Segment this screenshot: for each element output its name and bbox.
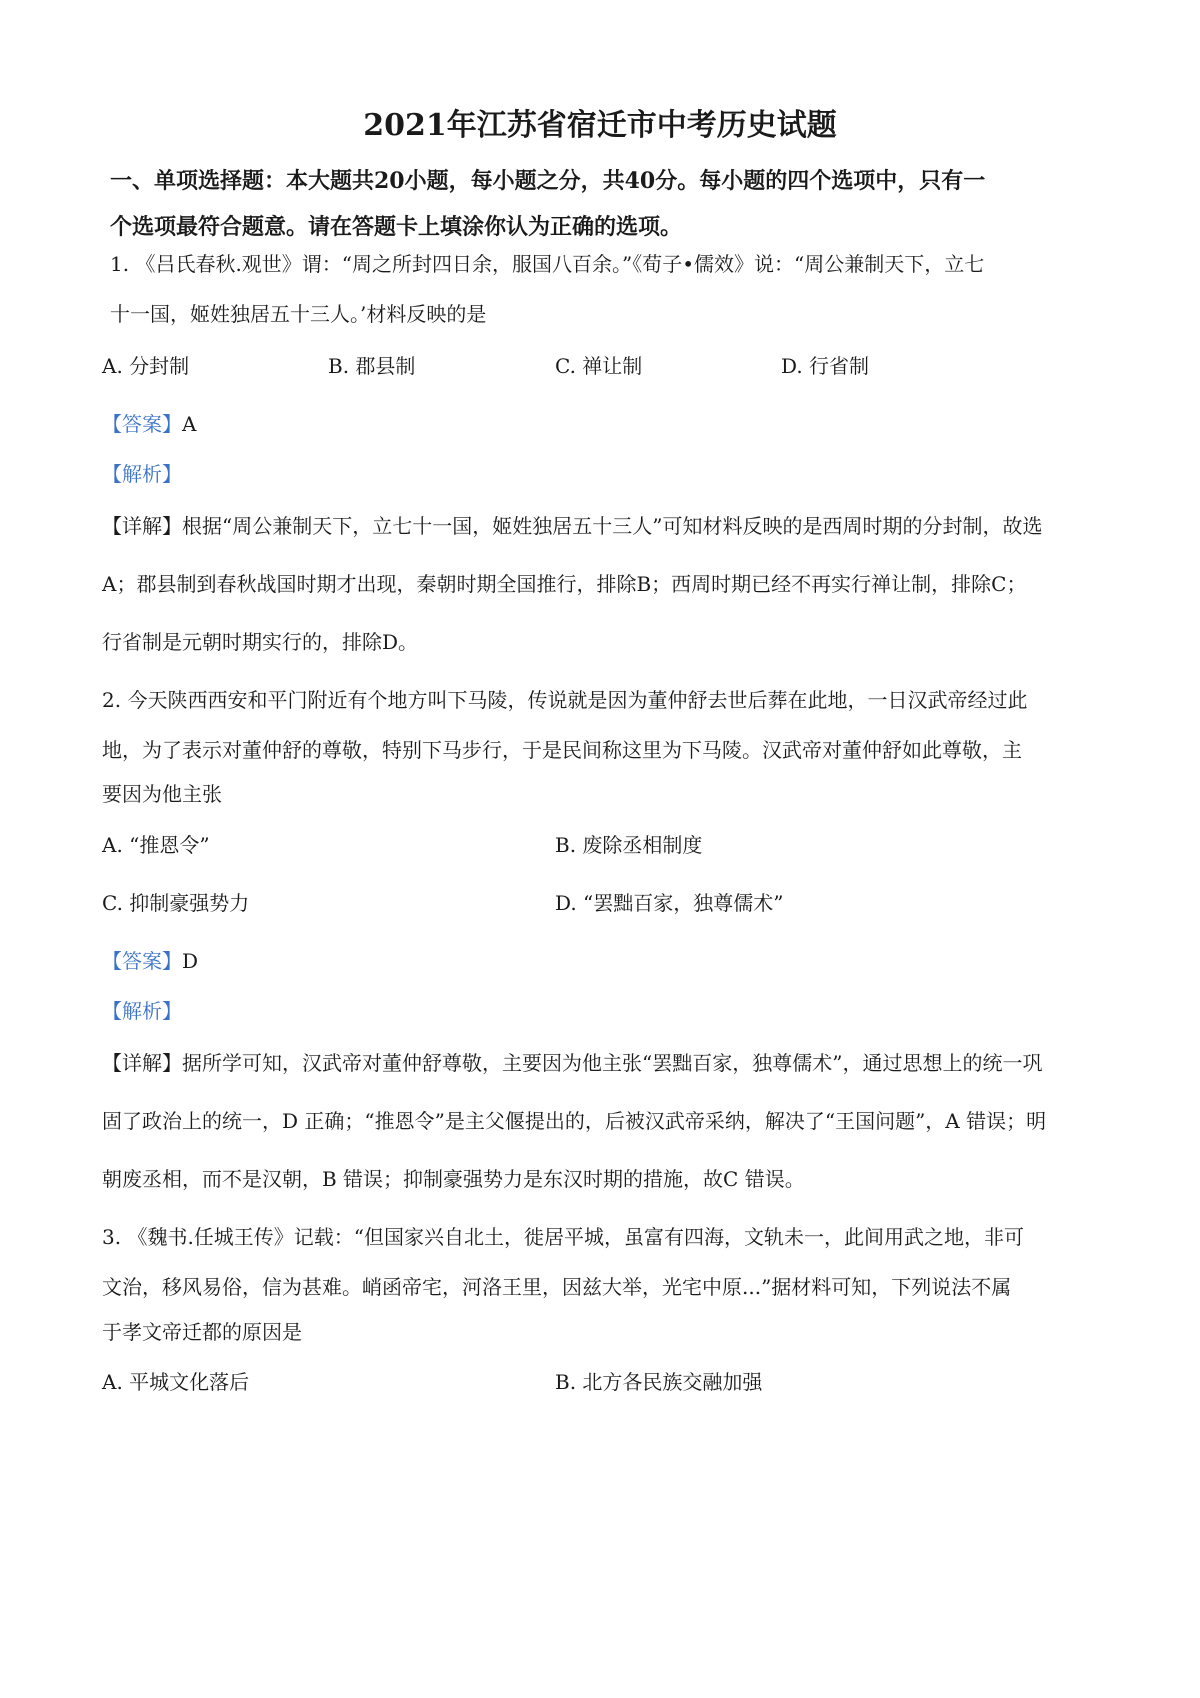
section-heading-line-2: 个选项最符合题意。请在答题卡上填涂你认为正确的选项。 <box>110 214 683 240</box>
section-heading <box>110 158 1100 250</box>
section-heading-line-1: 一、单项选择题：本大题共20小题，每小题之分，共40分。每小题的四个选项中，只有一 <box>110 168 986 194</box>
q2-stem-line-3: 要因为他主张 <box>102 782 222 806</box>
q2-answer <box>102 945 1102 974</box>
q2-option-d: D. “罢黜百家，独尊儒术” <box>555 891 784 915</box>
q1-answer-value: A <box>182 412 197 436</box>
q1-analysis-tag: 【解析】 <box>102 462 182 486</box>
q1-answer <box>102 408 1102 437</box>
q1-option-b: B. 郡县制 <box>328 354 416 378</box>
q1-option-a: A. 分封制 <box>102 354 190 378</box>
q2-option-a: A. “推恩令” <box>102 833 210 857</box>
q3-stem-line-1: 3. 《魏书.任城王传》记载：“但国家兴自北土，徙居平城，虽富有四海，文轨未一，此间用武之地，非可 <box>102 1225 1025 1249</box>
q2-detail-line-2: 固了政治上的统一，D 正确；“推恩令”是主父偃提出的，后被汉武帝采纳，解决了“王国问题”，A 错误；明 <box>102 1109 1047 1133</box>
q3-option-a: A. 平城文化落后 <box>102 1370 250 1394</box>
q2-analysis-tag: 【解析】 <box>102 999 182 1023</box>
q1-stem-line-2: 十一国，姬姓独居五十三人。’材料反映的是 <box>110 302 487 326</box>
q2-option-c: C. 抑制豪强势力 <box>102 891 250 915</box>
q1-detail-line-3: 行省制是元朝时期实行的，排除D。 <box>102 630 419 654</box>
q1-detail-line-1: 【详解】根据“周公兼制天下，立七十一国，姬姓独居五十三人”可知材料反映的是西周时期的分封制，故选 <box>102 514 1043 538</box>
q1-answer-tag: 【答案】 <box>102 412 182 436</box>
q2-detail-line-3: 朝废丞相，而不是汉朝，B 错误；抑制豪强势力是东汉时期的措施，故C 错误。 <box>102 1167 805 1191</box>
q2-detail-line-1: 【详解】据所学可知，汉武帝对董仲舒尊敬，主要因为他主张“罢黜百家，独尊儒术”，通过思想上的统一巩 <box>102 1051 1043 1075</box>
q1-detail-line-2: A；郡县制到春秋战国时期才出现，秦朝时期全国推行，排除B；西周时期已经不再实行禅让制，排除C； <box>102 572 1027 596</box>
q1-option-c: C. 禅让制 <box>555 354 643 378</box>
q3-option-b: B. 北方各民族交融加强 <box>555 1370 763 1394</box>
page-title: 2021年江苏省宿迁市中考历史试题 <box>363 108 837 143</box>
q1-stem-line-1: 1. 《吕氏春秋.观世》谓：“周之所封四日余，服国八百余。”《荀子•儒效》说：“周公兼制天下，立七 <box>110 252 985 276</box>
q1-option-d: D. 行省制 <box>781 354 870 378</box>
q2-stem-line-1: 2. 今天陕西西安和平门附近有个地方叫下马陵，传说就是因为董仲舒去世后葬在此地，一日汉武帝经过此 <box>102 688 1028 712</box>
q2-answer-value: D <box>182 949 199 973</box>
q2-answer-tag: 【答案】 <box>102 949 182 973</box>
q2-option-b: B. 废除丞相制度 <box>555 833 703 857</box>
q3-stem-line-2: 文治，移风易俗，信为甚难。峭函帝宅，河洛王里，因兹大举，光宅中原...”据材料可知，下列说法不属 <box>102 1275 1012 1299</box>
q2-stem-line-2: 地，为了表示对董仲舒的尊敬，特别下马步行，于是民间称这里为下马陵。汉武帝对董仲舒如此尊敬，主 <box>102 738 1022 762</box>
q3-stem-line-3: 于孝文帝迁都的原因是 <box>102 1320 302 1344</box>
